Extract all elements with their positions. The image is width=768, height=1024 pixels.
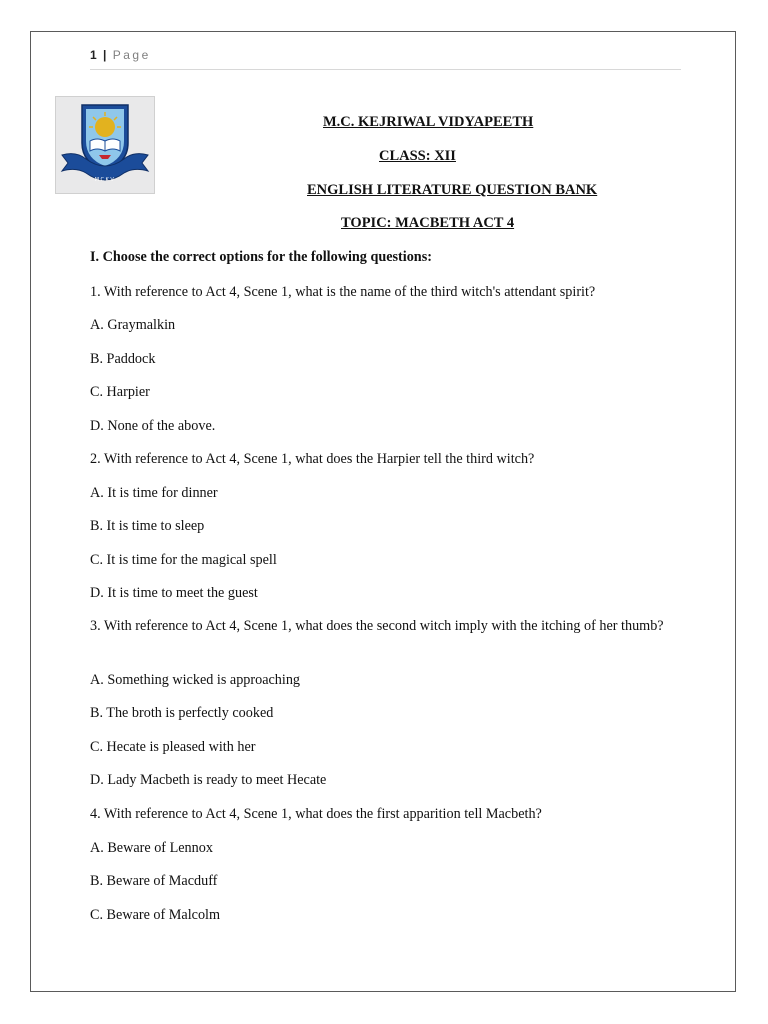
school-logo (55, 96, 155, 194)
option-4b: B. Beware of Macduff (90, 873, 218, 889)
class-label: CLASS: XII (379, 148, 456, 164)
option-4a: A. Beware of Lennox (90, 840, 213, 856)
page-number: 1 (90, 48, 98, 62)
subject-title: ENGLISH LITERATURE QUESTION BANK (307, 182, 598, 198)
option-2d: D. It is time to meet the guest (90, 585, 258, 601)
school-crest-icon (56, 97, 154, 193)
option-1b: B. Paddock (90, 351, 156, 367)
question-3: 3. With reference to Act 4, Scene 1, what does the second witch imply with the itching of her thumb? (90, 618, 664, 634)
option-2a: A. It is time for dinner (90, 485, 218, 501)
school-name: M.C. KEJRIWAL VIDYAPEETH (323, 114, 534, 130)
option-2c: C. It is time for the magical spell (90, 552, 277, 568)
option-1d: D. None of the above. (90, 418, 216, 434)
topic-title: TOPIC: MACBETH ACT 4 (341, 215, 515, 231)
page-header (90, 48, 681, 70)
option-2b: B. It is time to sleep (90, 518, 205, 534)
option-3b: B. The broth is perfectly cooked (90, 705, 274, 721)
option-3c: C. Hecate is pleased with her (90, 739, 256, 755)
question-1: 1. With reference to Act 4, Scene 1, what is the name of the third witch's attendant spirit? (90, 284, 596, 300)
document-page (30, 31, 736, 992)
option-1c: C. Harpier (90, 384, 150, 400)
question-2: 2. With reference to Act 4, Scene 1, what does the Harpier tell the third witch? (90, 451, 535, 467)
svg-text:MCKV: MCKV (94, 177, 116, 183)
option-1a: A. Graymalkin (90, 317, 176, 333)
section-heading: I. Choose the correct options for the following questions: (90, 249, 432, 265)
page-separator: | (103, 48, 107, 62)
option-3d: D. Lady Macbeth is ready to meet Hecate (90, 772, 327, 788)
question-4: 4. With reference to Act 4, Scene 1, what does the first apparition tell Macbeth? (90, 806, 542, 822)
option-3a: A. Something wicked is approaching (90, 672, 301, 688)
option-4c: C. Beware of Malcolm (90, 907, 221, 923)
page-label: Page (112, 48, 151, 62)
